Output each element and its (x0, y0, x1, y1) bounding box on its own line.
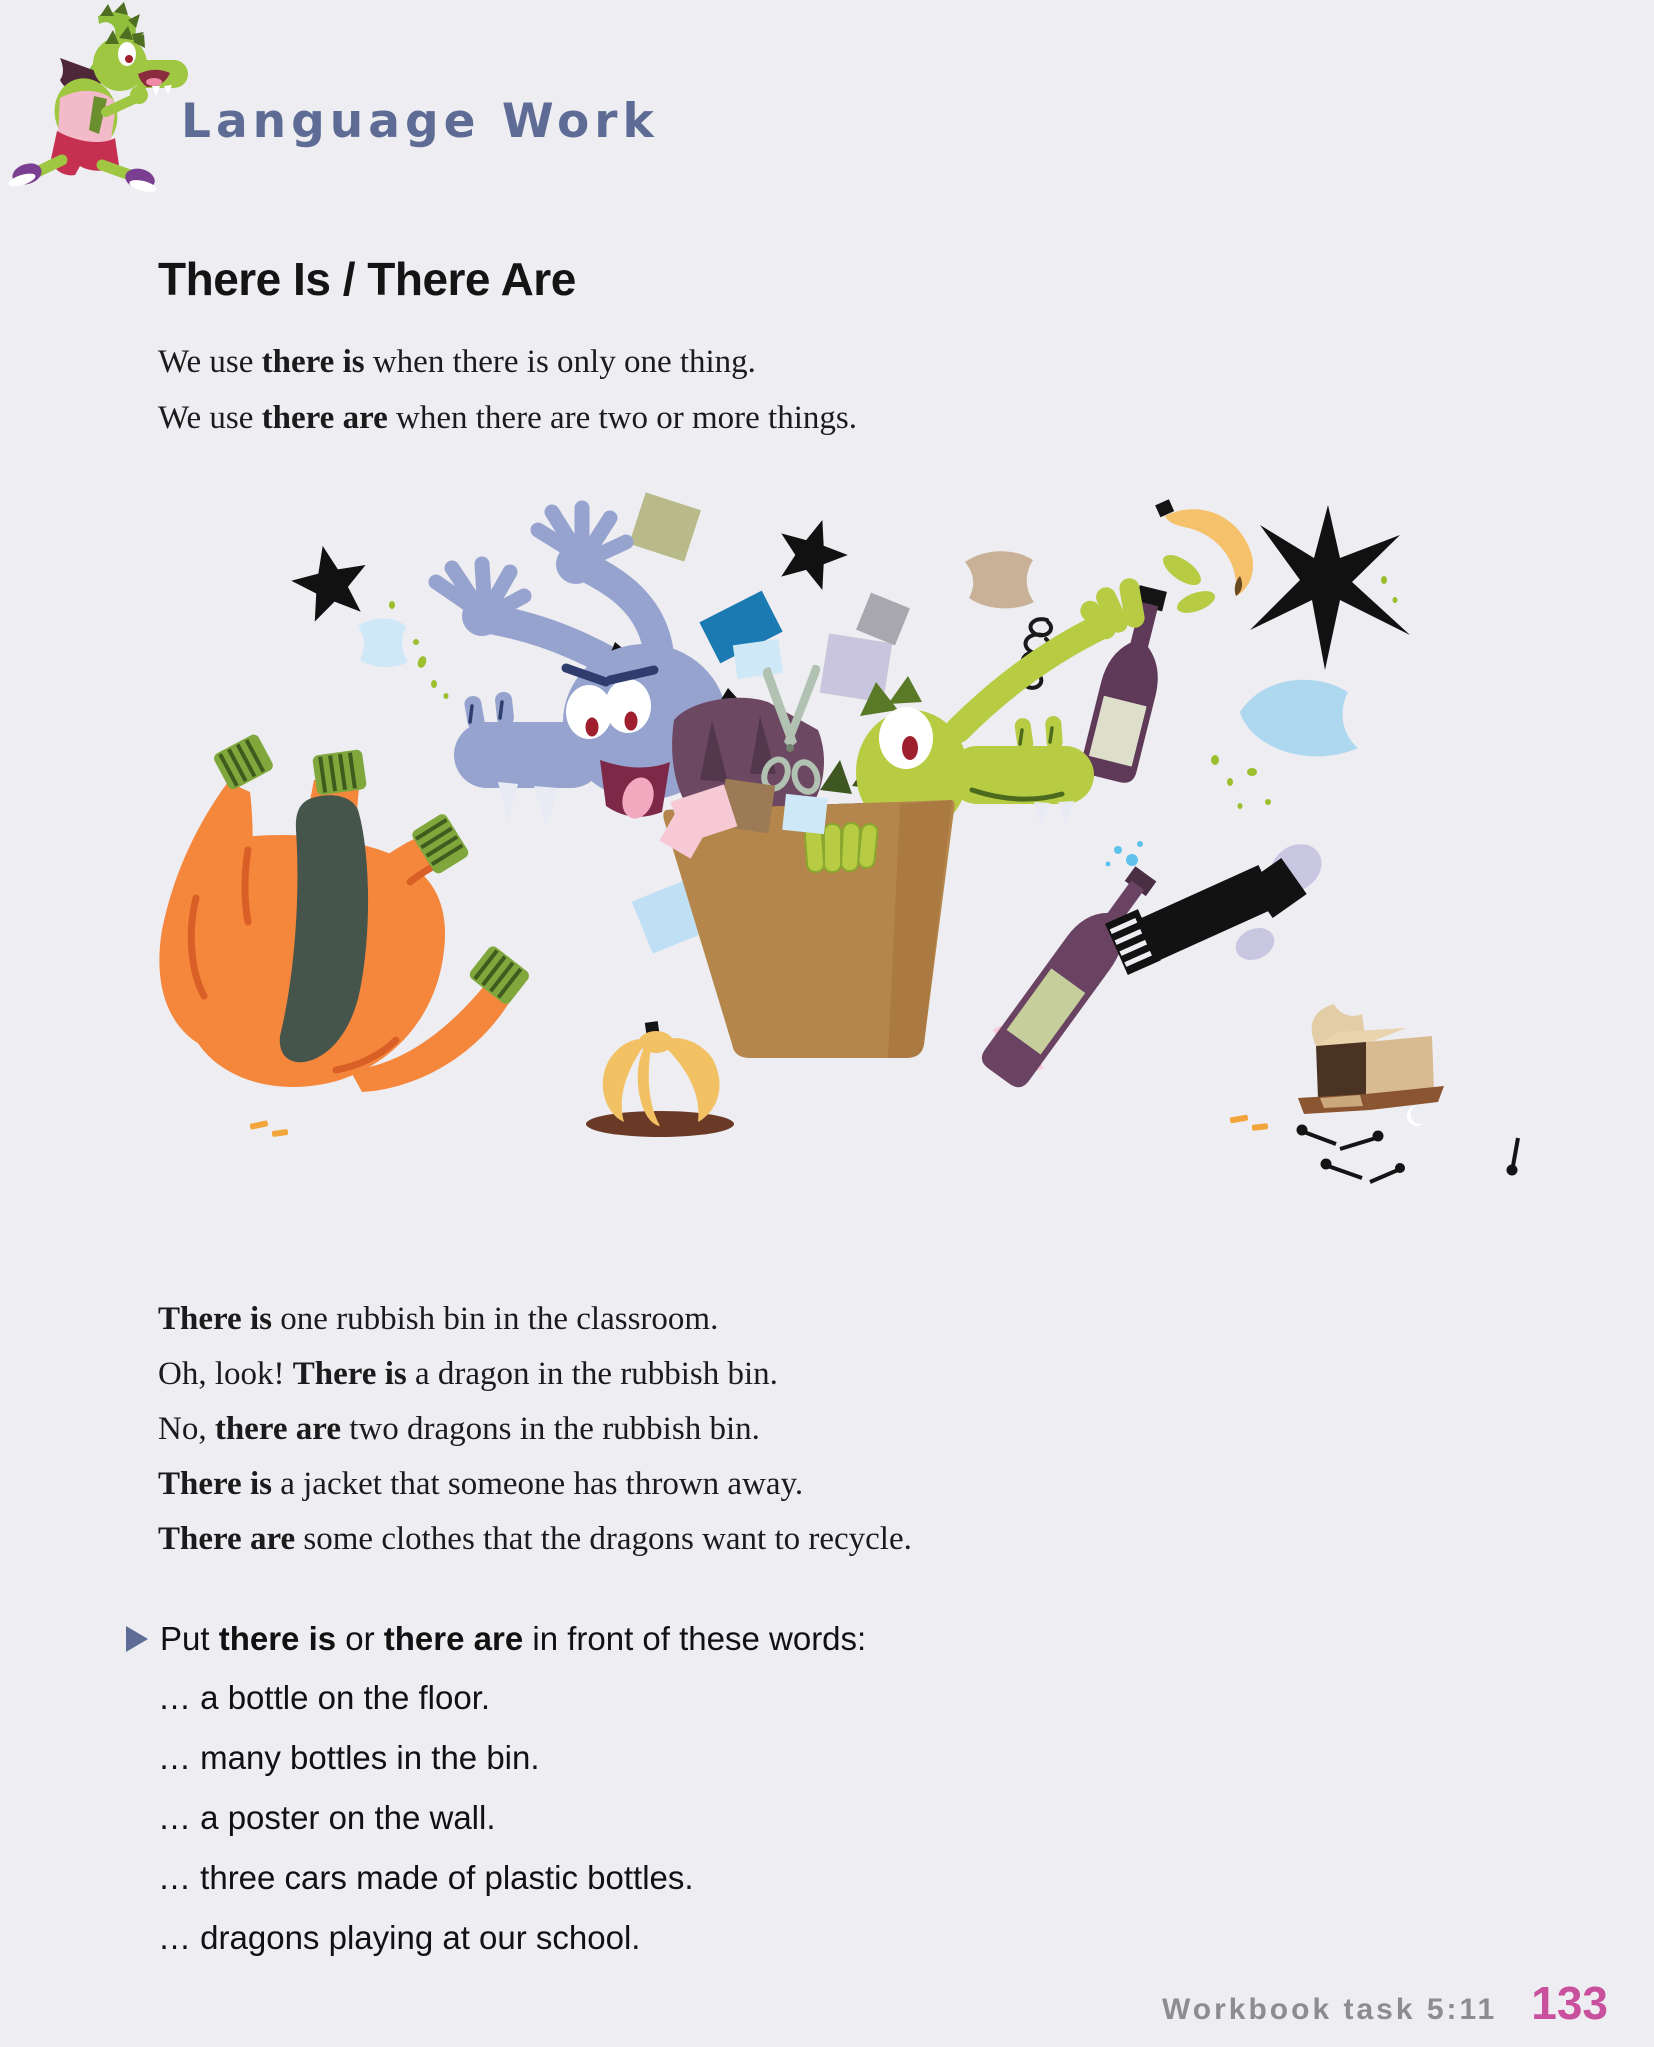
white-crescent (1407, 1106, 1424, 1126)
black-sock (1105, 834, 1331, 974)
example-sentences (158, 1292, 912, 1567)
example-sentence: Oh, look! There is a dragon in the rubbish bin. (158, 1356, 778, 1392)
orange-jacket (159, 733, 531, 1092)
example-sentence: No, there are two dragons in the rubbish bin. (158, 1411, 760, 1447)
exercise-item: … dragons playing at our school. (158, 1919, 641, 1956)
black-star-icon (769, 509, 856, 594)
exercise-item: … a poster on the wall. (158, 1799, 496, 1836)
orange-dashes (250, 1114, 1269, 1137)
mascot-head (93, 26, 188, 97)
prompt-arrow-icon (126, 1626, 148, 1652)
section-logo-title: Language Work (181, 94, 659, 149)
workbook-task-label: Workbook task 5:11 (1162, 1993, 1498, 2026)
black-star-icon (1250, 505, 1410, 670)
cardboard-box (1298, 1004, 1444, 1114)
banana-peel (586, 1021, 734, 1137)
example-sentence: There are some clothes that the dragons want to recycle. (158, 1521, 912, 1557)
exercise-prompt (126, 1620, 866, 1658)
example-sentence: There is one rubbish bin in the classroom. (158, 1301, 719, 1337)
scattered-pins (1297, 1125, 1519, 1183)
exercise-item: … a bottle on the floor. (158, 1679, 491, 1716)
page-title: There Is / There Are (158, 253, 576, 305)
exercise-item: … many bottles in the bin. (158, 1739, 540, 1776)
exercise-item: … three cars made of plastic bottles. (158, 1859, 694, 1896)
black-star-icon (286, 538, 375, 625)
intro-line: We use there are when there are two or more things. (158, 400, 857, 436)
example-sentence: There is a jacket that someone has thrown away. (158, 1466, 804, 1502)
dragon-back-spike (820, 760, 852, 794)
dragons-rubbish-bin-illustration (100, 430, 1560, 1270)
banana (1155, 499, 1253, 596)
intro-line: We use there is when there is only one thing. (158, 344, 756, 380)
page-footer (1162, 1976, 1608, 2030)
page-number: 133 (1531, 1977, 1608, 2029)
exercise-items (158, 1668, 694, 1968)
prompt-text: Put there is or there are in front of these words: (160, 1620, 867, 1657)
